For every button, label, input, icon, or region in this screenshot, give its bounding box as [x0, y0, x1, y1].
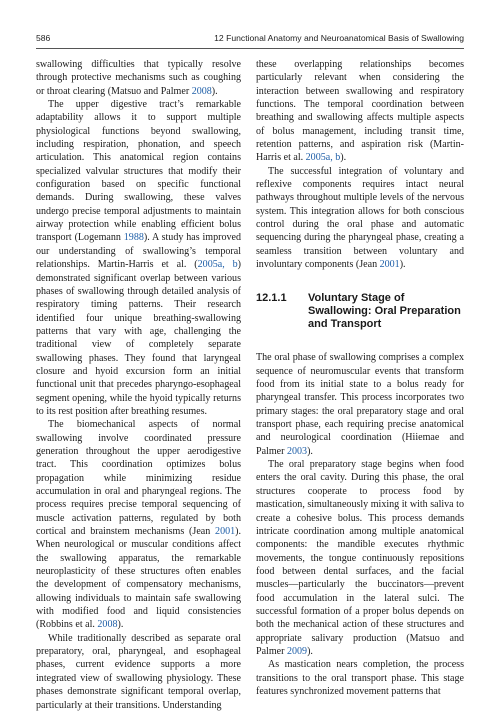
paragraph: As mastication nears completion, the process transitions to the oral transport phase. This stage features synchronized movement patterns that	[256, 659, 464, 697]
left-column	[36, 58, 241, 712]
running-header	[36, 33, 464, 47]
paragraph: The oral preparatory stage begins when food enters the oral cavity. During this phase, the oral structures cooperate to process food by mastication, simultaneously mixing it with saliva to create a cohesive bolus. This process demands intricate coordination among multiple anatomical components: the mandible executes rhythmic movements, the tongue continuously repositions food between dental surfaces, and the facial muscles—particularly the buccinators—prevent food accumulation in the lateral sulci. The successful formation of a proper bolus depends on both the mechanical action of these structures and appropriate salivary production (Matsuo and Palmer 2009).	[256, 459, 464, 657]
paragraph: The biomechanical aspects of normal swallowing involve coordinated pressure generation throughout the upper aerodigestive tract. This coordination optimizes bolus propagation while minimizing residue accumulation in oral and pharyngeal regions. The process requires precise temporal sequencing of muscle activation patterns, regulated by both cortical and brainstem mechanisms (Jean 2001). When neurological or muscular conditions affect the swallowing apparatus, the remarkable neuroplasticity of these structures often enables the development of compensatory mechanisms, allowing individuals to maintain safe swallowing with modified food and liquid consistencies (Robbins et al. 2008).	[36, 419, 241, 631]
citation-link[interactable]: 1988	[123, 232, 144, 244]
citation-link[interactable]: 2009	[286, 645, 308, 657]
section-number: 12.1.1	[256, 291, 287, 304]
page-number: 586	[36, 33, 51, 43]
right-column	[256, 58, 464, 698]
section-heading	[256, 292, 464, 332]
paragraph: The successful integration of voluntary and reflexive components requires intact neural pathways throughout multiple levels of the nervous system. This integration allows for both conscious control during the oral phase and automatic sequencing during the pharyngeal phase, creating a seamless transition between voluntary and involuntary components (Jean 2001).	[256, 165, 464, 271]
paragraph: these overlapping relationships becomes particularly relevant when considering the interaction between swallowing and respiratory functions. The temporal coordination between breathing and swallowing affects multiple aspects of bolus management, including transit time, retention patterns, and aspiration risk (Martin-Harris et al. 2005a, b).	[256, 59, 464, 164]
paragraph: The oral phase of swallowing comprises a complex sequence of neuromuscular events that transform food from its initial state to a bolus ready for pharyngeal transfer. This process incorporates two primary stages: the oral preparatory stage and oral transport phase, each requiring precise anatomical and neurological coordination (Hiiemae and Palmer 2003).	[256, 352, 464, 457]
citation-link[interactable]: 2001	[215, 526, 236, 538]
citation-link[interactable]: 2001	[379, 259, 400, 271]
citation-link[interactable]: 2008	[97, 619, 118, 631]
paragraph: swallowing difficulties that typically resolve through protective mechanisms such as coughing or throat clearing (Matsuo and Palmer 2008).	[36, 59, 241, 97]
citation-link[interactable]: 2005a, b	[305, 152, 341, 164]
section-title: Voluntary Stage of Swallowing: Oral Preparation and Transport	[308, 291, 461, 331]
paragraph: While traditionally described as separate oral preparatory, oral, pharyngeal, and esophageal phases, current evidence supports a more integrated view of swallowing physiology. These phases demonstrate significant temporal overlap, particularly at their transitions. Understanding	[36, 632, 241, 711]
header-rule	[36, 48, 464, 49]
citation-link[interactable]: 2003	[286, 445, 308, 457]
paragraph: The upper digestive tract’s remarkable adaptability allows it to support multiple physiological functions beyond swallowing, including respiration, phonation, and speech articulation. This anatomical region contains specialized valvular structures that modify their configuration based on specific functional demands. During swallowing, these valves undergo precise temporal adjustments to maintain airway protection while enabling efficient bolus transport (Logemann 1988). A study has improved our understanding of swallowing’s temporal relationships. Martin-Harris et al. (2005a, b) demonstrated significant overlap between various phases of swallowing through detailed analysis of respiratory timing patterns. Their research identified four unique breathing-swallowing patterns that vary with age, challenging the traditional view of completely separate swallowing phases. They found that laryngeal closure and hyoid excursion form an initial functional unit that precedes pharyngo-esophageal segment opening, while the hyoid typically returns to its rest position after breathing resumes.	[36, 99, 241, 417]
running-title: 12 Functional Anatomy and Neuroanatomical Basis of Swallowing	[214, 33, 464, 43]
citation-link[interactable]: 2008	[191, 85, 212, 97]
citation-link[interactable]: 2005a, b	[197, 259, 238, 271]
